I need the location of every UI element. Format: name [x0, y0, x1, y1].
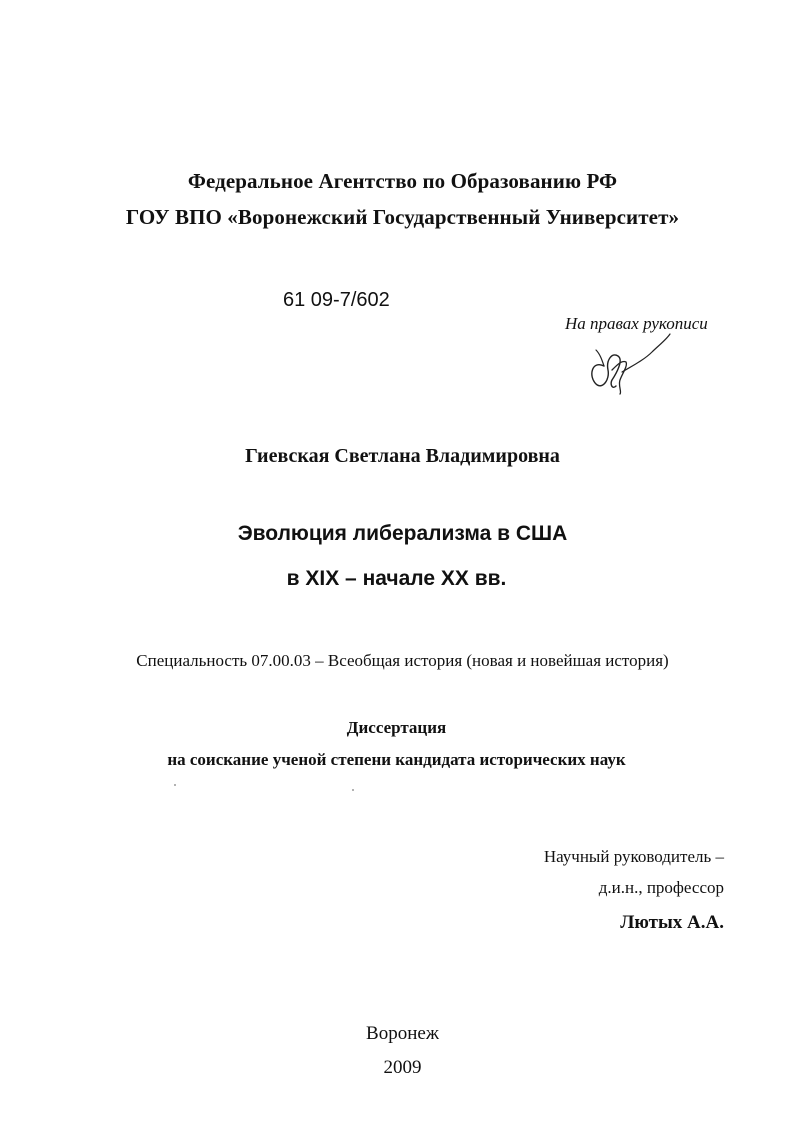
advisor-role: Научный руководитель –: [543, 847, 724, 866]
handwritten-signature-icon: [582, 330, 672, 396]
agency-name: Федеральное Агентство по Образованию РФ: [187, 169, 618, 193]
manuscript-note: На правах рукописи: [565, 314, 708, 333]
archive-code: 61 09-7/602: [283, 289, 390, 311]
specialty: Специальность 07.00.03 – Всеобщая история (новая и новейшая история): [136, 651, 669, 670]
city: Воронеж: [366, 1023, 439, 1044]
university-name: ГОУ ВПО «Воронежский Государственный Университет»: [125, 205, 680, 229]
author-name: Гиевская Светлана Владимировна: [245, 445, 560, 467]
scan-speck: [174, 784, 176, 786]
year: 2009: [383, 1057, 422, 1078]
title-line-1: Эволюция либерализма в США: [237, 522, 568, 545]
degree-sought: на соискание ученой степени кандидата исторических наук: [167, 750, 626, 769]
advisor-name: Лютых А.А.: [620, 912, 724, 933]
scan-speck: [352, 789, 354, 791]
title-line-2: в XIX – начале XX вв.: [286, 567, 507, 590]
advisor-degree: д.и.н., профессор: [598, 878, 724, 897]
dissertation-type: Диссертация: [346, 718, 447, 737]
